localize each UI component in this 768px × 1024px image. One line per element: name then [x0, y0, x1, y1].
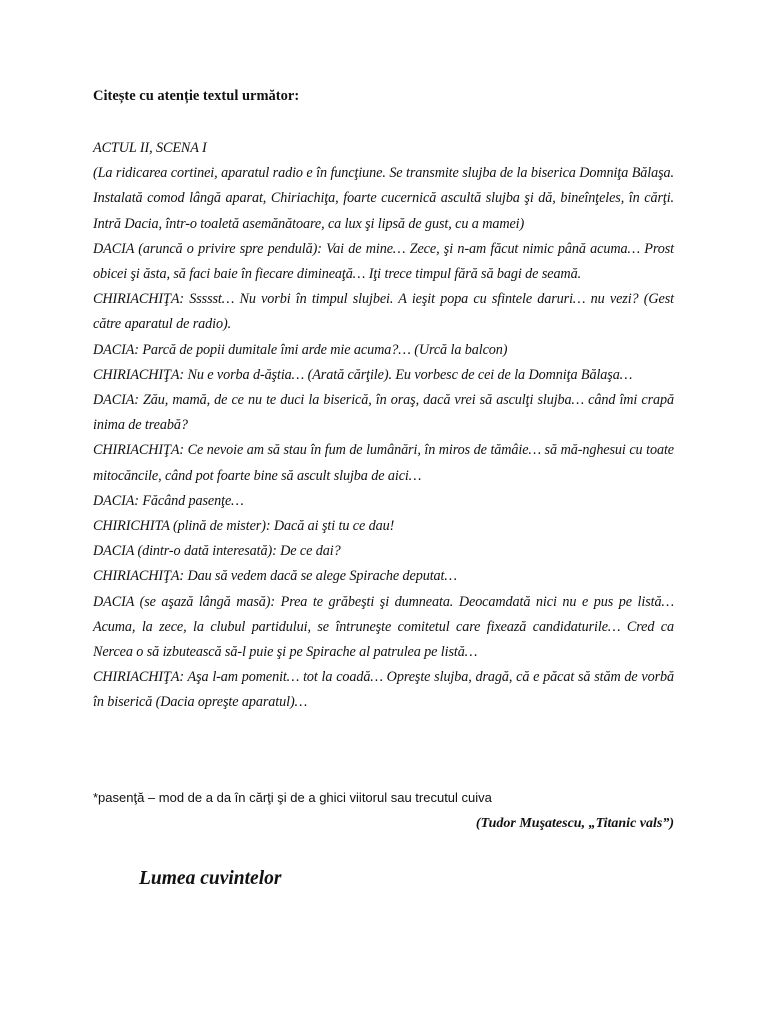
play-excerpt	[93, 136, 674, 716]
instruction-heading: Citește cu atenție textul următor:	[93, 88, 300, 104]
section-title: Lumea cuvintelor	[139, 868, 282, 889]
dialogue-line: CHIRIACHIŢA: Dau să vedem dacă se alege Spirache deputat…	[93, 568, 457, 585]
stage-direction: (La ridicarea cortinei, aparatul radio e în funcţiune. Se transmite slujba de la biserica Domniţa Bălaşa. Instalată comod lângă aparat, Chiriachiţa, foarte cucernică ascultă slujba şi dă, bineînţeles, în cărţi. Intră Dacia, într-o toaletă asemănătoare, ca lux şi lipsă de gust, cu a mamei)	[93, 165, 674, 232]
dialogue-line: DACIA: Parcă de popii dumitale îmi arde mie acuma?… (Urcă la balcon)	[93, 341, 508, 358]
dialogue-line: CHIRICHITA (plină de mister): Dacă ai şti tu ce dau!	[93, 518, 395, 535]
dialogue-line: DACIA (aruncă o privire spre pendulă): Vai de mine… Zece, şi n-am făcut nimic până acuma… Prost obicei şi ăsta, să faci baie în fiecare dimineaţă… Iţi trece timpul fără să bagi de seamă.	[93, 240, 674, 283]
dialogue-line: DACIA (dintr-o dată interesată): De ce dai?	[93, 543, 341, 560]
footnote: *pasenţă – mod de a da în cărţi şi de a ghici viitorul sau trecutul cuiva	[93, 790, 492, 805]
scene-title: ACTUL II, SCENA I	[93, 140, 207, 156]
dialogue-line: DACIA: Zău, mamă, de ce nu te duci la biserică, în oraş, dacă vrei să asculţi slujba… când îmi crapă inima de treabă?	[93, 392, 674, 434]
dialogue-line: DACIA: Făcând pasenţe…	[93, 492, 244, 509]
dialogue-line: CHIRIACHIŢA: Nu e vorba d-ăştia… (Arată cărţile). Eu vorbesc de cei de la Domniţa Bălaşa…	[93, 366, 633, 383]
dialogue-line: CHIRIACHIŢA: Ssssst… Nu vorbi în timpul slujbei. A ieşit popa cu sfintele daruri… nu vezi? (Gest către aparatul de radio).	[93, 291, 674, 333]
dialogue-line: CHIRIACHIŢA: Aşa l-am pomenit… tot la coadă… Opreşte slujba, dragă, că e păcat să stăm de vorbă în biserică (Dacia opreşte aparatul)…	[93, 669, 674, 711]
dialogue-line: CHIRIACHIŢA: Ce nevoie am să stau în fum de lumânări, în miros de tămâie… să mă-nghesui cu toate mitocăncile, când pot foarte bine să ascult slujba de aici…	[93, 442, 674, 484]
dialogue-line: DACIA (se aşază lângă masă): Prea te grăbeşti şi dumneata. Deocamdată nici nu e pus pe listă… Acuma, la zece, la clubul partidului, se întruneşte comitetul care fixează candidaturile… Cred ca Nercea o să izbutească să-l puie şi pe Spirache al patrulea pe listă…	[93, 593, 674, 661]
source-attribution: (Tudor Muşatescu, „Titanic vals”)	[475, 816, 674, 831]
